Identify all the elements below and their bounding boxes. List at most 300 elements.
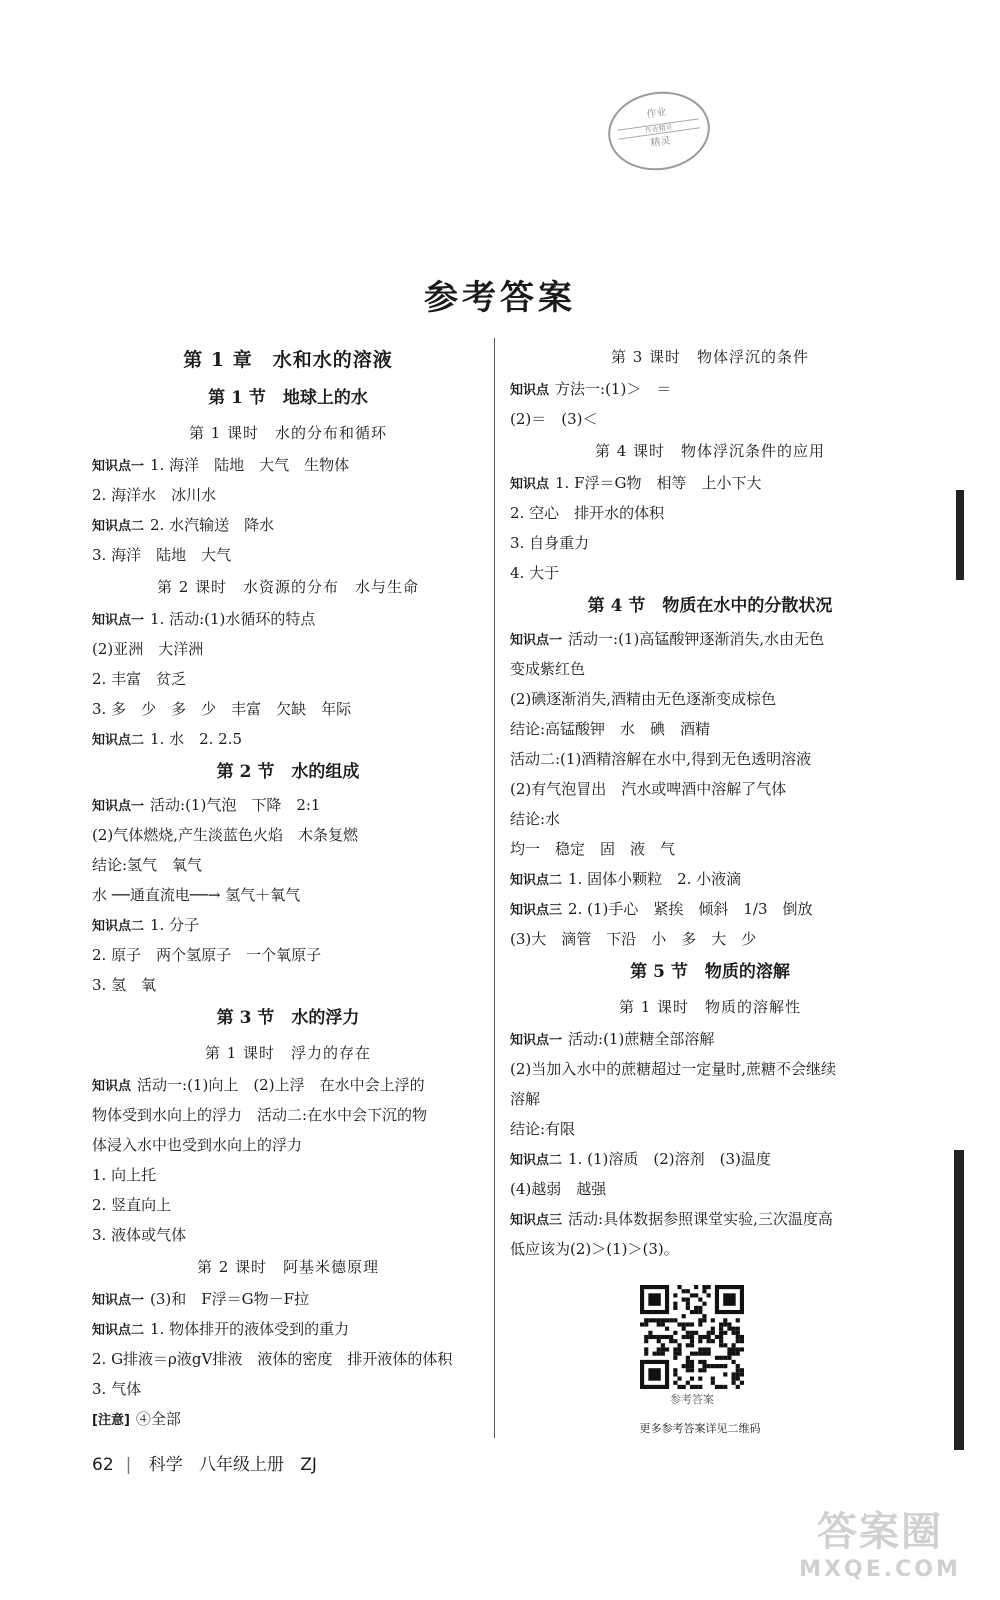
qr-module xyxy=(686,1368,690,1372)
knowledge-point-label: 知识点三 xyxy=(510,1213,563,1228)
qr-module xyxy=(736,1352,740,1356)
qr-label: 参考答案 xyxy=(670,1393,714,1406)
qr-module xyxy=(644,1322,648,1326)
footer-subject: 科学 xyxy=(148,1455,183,1475)
qr-module xyxy=(711,1377,715,1381)
answer-line xyxy=(510,1144,910,1174)
qr-module xyxy=(711,1327,715,1331)
answer-line xyxy=(92,1344,484,1374)
qr-module xyxy=(698,1368,702,1372)
qr-module xyxy=(682,1322,686,1326)
qr-module xyxy=(640,1322,644,1326)
answer-line xyxy=(92,1314,484,1344)
answer-line xyxy=(510,1204,910,1234)
answer-text: 1. F浮＝G物 相等 上小下大 xyxy=(555,474,762,492)
qr-module xyxy=(702,1360,706,1364)
qr-module xyxy=(673,1331,677,1335)
qr-module xyxy=(719,1385,723,1389)
qr-module xyxy=(727,1356,731,1360)
qr-module xyxy=(736,1327,740,1331)
answer-text: 结论:水 xyxy=(510,810,561,828)
answer-text: 体浸入水中也受到水向上的浮力 xyxy=(92,1136,303,1154)
stamp-top-text: 作业 xyxy=(645,106,668,121)
answer-line xyxy=(510,1174,910,1204)
qr-module xyxy=(682,1327,686,1331)
qr-module xyxy=(698,1310,702,1314)
lesson-heading: 第 2 课时 阿基米德原理 xyxy=(196,1258,380,1276)
answer-line xyxy=(92,634,484,664)
qr-module xyxy=(690,1343,694,1347)
answer-line xyxy=(92,910,484,940)
answer-text: 低应该为(2)＞(1)＞(3)。 xyxy=(510,1240,679,1258)
qr-module xyxy=(661,1318,665,1322)
qr-module xyxy=(694,1385,698,1389)
qr-module xyxy=(707,1331,711,1335)
qr-module xyxy=(673,1368,677,1372)
qr-module xyxy=(648,1335,652,1339)
answer-text: 2. 原子 两个氢原子 一个氧原子 xyxy=(92,946,322,964)
qr-module xyxy=(677,1352,681,1356)
qr-module xyxy=(711,1364,715,1368)
answer-line xyxy=(510,374,910,404)
qr-module xyxy=(702,1289,706,1293)
answer-text: 活动一:(1)向上 (2)上浮 在水中会上浮的 xyxy=(137,1076,425,1094)
answer-line xyxy=(510,654,910,684)
qr-module xyxy=(711,1318,715,1322)
qr-module xyxy=(719,1322,723,1326)
answer-text: 2. 竖直向上 xyxy=(92,1196,172,1214)
answer-line xyxy=(92,1100,484,1130)
answer-text: 活动二:(1)酒精溶解在水中,得到无色透明溶液 xyxy=(510,750,812,768)
qr-module xyxy=(669,1339,673,1343)
answer-line xyxy=(92,724,484,754)
qr-module xyxy=(732,1331,736,1335)
qr-module xyxy=(677,1322,681,1326)
qr-module xyxy=(694,1331,698,1335)
qr-module xyxy=(719,1335,723,1339)
qr-module xyxy=(719,1356,723,1360)
qr-module xyxy=(686,1335,690,1339)
qr-module xyxy=(690,1368,694,1372)
answer-line xyxy=(510,1114,910,1144)
qr-module xyxy=(694,1293,698,1297)
qr-module xyxy=(723,1293,735,1305)
qr-module xyxy=(723,1372,727,1376)
answer-text: 方法一:(1)＞ ＝ xyxy=(555,380,672,398)
answer-line xyxy=(92,510,484,540)
qr-module xyxy=(644,1352,648,1356)
answer-line xyxy=(510,1084,910,1114)
knowledge-point-label: 知识点一 xyxy=(92,459,145,474)
qr-module xyxy=(707,1293,711,1297)
qr-module xyxy=(698,1377,702,1381)
answer-text: 1. 固体小颗粒 2. 小液滴 xyxy=(568,870,742,888)
answer-text: 3. 海洋 陆地 大气 xyxy=(92,546,232,564)
answer-text: 3. 多 少 多 少 丰富 欠缺 年际 xyxy=(92,700,352,718)
qr-module xyxy=(711,1381,715,1385)
lesson-heading: 第 2 课时 水资源的分布 水与生命 xyxy=(156,578,420,596)
answer-text: 结论:有限 xyxy=(510,1120,576,1138)
qr-module xyxy=(732,1327,736,1331)
left-answer-column xyxy=(92,340,484,1434)
answer-line xyxy=(510,1024,910,1054)
qr-module xyxy=(673,1356,677,1360)
qr-module xyxy=(652,1335,656,1339)
answer-text: 结论:高锰酸钾 水 碘 酒精 xyxy=(510,720,711,738)
answer-text: 1. 水 2. 2.5 xyxy=(150,730,243,748)
qr-module xyxy=(682,1335,686,1339)
answer-line xyxy=(510,558,910,588)
answer-line xyxy=(510,528,910,558)
qr-module xyxy=(648,1368,660,1380)
qr-module xyxy=(686,1302,690,1306)
answer-text: 2. G排液＝ρ液gV排液 液体的密度 排开液体的体积 xyxy=(92,1350,453,1368)
knowledge-point-label: 知识点二 xyxy=(510,873,563,888)
qr-module xyxy=(682,1314,686,1318)
answer-text: (2)＝ (3)＜ xyxy=(510,410,598,428)
qr-module xyxy=(686,1381,690,1385)
answer-text: (2)亚洲 大洋洲 xyxy=(92,640,204,658)
answer-text: 3. 气体 xyxy=(92,1380,142,1398)
qr-module xyxy=(727,1327,731,1331)
answer-line xyxy=(92,1284,484,1314)
qr-code-block[interactable] xyxy=(636,1285,748,1407)
qr-module xyxy=(711,1331,715,1335)
lesson-heading: 第 4 课时 物体浮沉条件的应用 xyxy=(594,442,826,460)
knowledge-point-label: 知识点 xyxy=(510,477,550,492)
watermark-logo-text: 答案圈 xyxy=(817,1509,943,1555)
qr-module xyxy=(719,1331,723,1335)
qr-module xyxy=(698,1339,702,1343)
qr-module xyxy=(736,1318,740,1322)
qr-module xyxy=(690,1377,694,1381)
knowledge-point-label: 知识点一 xyxy=(92,799,145,814)
qr-module xyxy=(732,1352,736,1356)
qr-module xyxy=(673,1372,677,1376)
answer-line xyxy=(92,1160,484,1190)
qr-module xyxy=(682,1385,686,1389)
qr-module xyxy=(698,1352,702,1356)
qr-module xyxy=(702,1352,706,1356)
answer-text: 1. 物体排开的液体受到的重力 xyxy=(150,1320,350,1338)
qr-module xyxy=(648,1318,652,1322)
qr-module xyxy=(661,1347,665,1351)
qr-module xyxy=(690,1364,694,1368)
qr-module xyxy=(702,1302,706,1306)
qr-module xyxy=(715,1356,719,1360)
answer-line xyxy=(92,664,484,694)
qr-module xyxy=(740,1381,744,1385)
homework-elf-stamp xyxy=(603,85,715,176)
answer-text: 1. 海洋 陆地 大气 生物体 xyxy=(150,456,350,474)
qr-module xyxy=(707,1285,711,1289)
qr-module xyxy=(673,1306,677,1310)
answer-text: 1. (1)溶质 (2)溶剂 (3)温度 xyxy=(568,1150,771,1168)
qr-module xyxy=(686,1356,690,1360)
qr-module xyxy=(711,1339,715,1343)
answer-line xyxy=(92,880,484,910)
qr-module xyxy=(657,1335,661,1339)
qr-module xyxy=(690,1335,694,1339)
answer-text: 2. 海洋水 冰川水 xyxy=(92,486,217,504)
qr-module xyxy=(702,1314,706,1318)
answer-line xyxy=(92,790,484,820)
qr-module xyxy=(736,1335,740,1339)
answer-text: 物体受到水向上的浮力 活动二:在水中会下沉的物 xyxy=(92,1106,428,1124)
answer-text: 3. 自身重力 xyxy=(510,534,590,552)
qr-module xyxy=(707,1347,711,1351)
watermark-domain: MXQE.COM xyxy=(799,1557,961,1582)
knowledge-point-label: 知识点二 xyxy=(92,1323,145,1338)
qr-module xyxy=(702,1368,706,1372)
answer-text: (2)当加入水中的蔗糖超过一定量时,蔗糖不会继续 xyxy=(510,1060,837,1078)
qr-module xyxy=(736,1372,740,1376)
qr-module xyxy=(677,1385,681,1389)
qr-module xyxy=(657,1322,661,1326)
qr-module xyxy=(657,1352,661,1356)
footer-edition: ZJ xyxy=(300,1455,317,1475)
qr-module xyxy=(723,1364,727,1368)
qr-module xyxy=(682,1364,686,1368)
qr-module xyxy=(702,1335,706,1339)
qr-module xyxy=(644,1335,648,1339)
page-number: 62 xyxy=(92,1455,114,1475)
answer-line xyxy=(92,480,484,510)
answer-line xyxy=(510,774,910,804)
qr-module xyxy=(694,1310,698,1314)
qr-module xyxy=(723,1356,727,1360)
qr-module xyxy=(661,1335,665,1339)
qr-module xyxy=(736,1368,740,1372)
qr-module xyxy=(669,1335,673,1339)
right-answer-column xyxy=(510,340,910,1264)
answer-text: 活动一:(1)高锰酸钾逐渐消失,水由无色 xyxy=(568,630,825,648)
qr-module xyxy=(673,1339,677,1343)
qr-module xyxy=(644,1347,648,1351)
qr-module xyxy=(690,1360,694,1364)
qr-module xyxy=(727,1352,731,1356)
qr-module xyxy=(648,1331,652,1335)
qr-module xyxy=(698,1306,702,1310)
answer-line xyxy=(510,714,910,744)
qr-module xyxy=(661,1343,665,1347)
qr-module xyxy=(707,1352,711,1356)
qr-module xyxy=(719,1327,723,1331)
answer-text: 1. 分子 xyxy=(150,916,200,934)
answer-line xyxy=(510,894,910,924)
answer-line xyxy=(92,694,484,724)
answer-line xyxy=(510,624,910,654)
qr-module xyxy=(698,1322,702,1326)
scan-edge-mark xyxy=(956,490,964,580)
qr-module xyxy=(690,1310,694,1314)
qr-module xyxy=(644,1339,648,1343)
answer-text: (4)越弱 越强 xyxy=(510,1180,607,1198)
qr-module xyxy=(719,1364,723,1368)
qr-module xyxy=(686,1360,690,1364)
answer-text: 3. 液体或气体 xyxy=(92,1226,187,1244)
answer-line xyxy=(510,834,910,864)
footer-grade: 八年级上册 xyxy=(199,1455,284,1475)
qr-module xyxy=(669,1318,673,1322)
qr-module xyxy=(677,1347,681,1351)
qr-module xyxy=(673,1302,677,1306)
qr-module xyxy=(673,1293,677,1297)
qr-module xyxy=(665,1335,669,1339)
qr-module xyxy=(715,1335,719,1339)
answer-line xyxy=(510,744,910,774)
knowledge-point-label: 知识点二 xyxy=(92,919,145,934)
answer-text: (2)有气泡冒出 汽水或啤酒中溶解了气体 xyxy=(510,780,787,798)
answer-line xyxy=(510,1054,910,1084)
answer-line xyxy=(510,684,910,714)
qr-module xyxy=(740,1372,744,1376)
qr-module xyxy=(673,1347,677,1351)
knowledge-point-label: 知识点一 xyxy=(510,633,563,648)
qr-module xyxy=(702,1285,706,1289)
qr-module xyxy=(690,1293,694,1297)
knowledge-point-label: [注意] xyxy=(92,1413,130,1428)
qr-module xyxy=(715,1364,719,1368)
column-divider xyxy=(494,338,495,1438)
knowledge-point-label: 知识点 xyxy=(92,1079,132,1094)
answer-line xyxy=(510,468,910,498)
qr-module xyxy=(698,1318,702,1322)
qr-module xyxy=(694,1306,698,1310)
section-heading: 第 3 节 水的浮力 xyxy=(216,1008,360,1028)
answer-text: 活动:具体数据参照课堂实验,三次温度高 xyxy=(568,1210,833,1228)
answer-text: ④全部 xyxy=(135,1410,181,1428)
answer-text: 1. 活动:(1)水循环的特点 xyxy=(150,610,316,628)
knowledge-point-label: 知识点二 xyxy=(510,1153,563,1168)
lesson-heading: 第 1 课时 物质的溶解性 xyxy=(618,998,802,1016)
qr-module xyxy=(732,1347,736,1351)
qr-module xyxy=(719,1339,723,1343)
answer-line xyxy=(92,604,484,634)
answer-line xyxy=(92,540,484,570)
scan-edge-mark xyxy=(954,1150,964,1450)
qr-module xyxy=(698,1360,702,1364)
qr-module xyxy=(686,1306,690,1310)
qr-module xyxy=(698,1297,702,1301)
qr-module xyxy=(686,1331,690,1335)
qr-module xyxy=(690,1352,694,1356)
answer-line xyxy=(510,924,910,954)
qr-module xyxy=(698,1385,702,1389)
qr-module xyxy=(690,1385,694,1389)
qr-module xyxy=(732,1360,736,1364)
qr-module xyxy=(673,1318,677,1322)
qr-module xyxy=(727,1347,731,1351)
qr-module xyxy=(665,1327,669,1331)
qr-module xyxy=(732,1377,736,1381)
page-title: 参考答案 xyxy=(424,278,576,318)
qr-code-icon[interactable] xyxy=(640,1285,744,1389)
answer-text: 3. 氢 氧 xyxy=(92,976,157,994)
answer-text: 变成紫红色 xyxy=(510,660,586,678)
qr-module xyxy=(682,1289,686,1293)
answer-text: (2)气体燃烧,产生淡蓝色火焰 木条复燃 xyxy=(92,826,359,844)
qr-module xyxy=(686,1364,690,1368)
lesson-heading: 第 1 课时 浮力的存在 xyxy=(204,1044,372,1062)
answer-line xyxy=(92,850,484,880)
lesson-heading: 第 3 课时 物体浮沉的条件 xyxy=(610,348,810,366)
section-heading: 第 1 节 地球上的水 xyxy=(208,388,368,408)
qr-module xyxy=(657,1318,661,1322)
qr-module xyxy=(690,1331,694,1335)
answer-line xyxy=(92,1190,484,1220)
qr-module xyxy=(702,1347,706,1351)
answer-line xyxy=(92,1220,484,1250)
answer-text: (3)和 F浮＝G物－F拉 xyxy=(150,1290,310,1308)
section-heading: 第 5 节 物质的溶解 xyxy=(630,962,790,982)
qr-module xyxy=(652,1352,656,1356)
site-watermark xyxy=(782,1500,978,1582)
qr-module xyxy=(694,1352,698,1356)
qr-module xyxy=(736,1347,740,1351)
qr-module xyxy=(732,1381,736,1385)
answer-text: 2. 丰富 贫乏 xyxy=(92,670,187,688)
qr-module xyxy=(686,1297,690,1301)
qr-module xyxy=(736,1339,740,1343)
answer-text: 活动:(1)蔗糖全部溶解 xyxy=(568,1030,715,1048)
answer-text: 水 ──通直流电──→ 氢气＋氧气 xyxy=(92,886,301,904)
qr-module xyxy=(690,1322,694,1326)
answer-line xyxy=(510,404,910,434)
answer-text: 溶解 xyxy=(510,1090,541,1108)
qr-module xyxy=(698,1347,702,1351)
qr-module xyxy=(644,1318,648,1322)
qr-module xyxy=(736,1377,740,1381)
qr-module xyxy=(740,1347,744,1351)
qr-module xyxy=(707,1339,711,1343)
qr-module xyxy=(686,1289,690,1293)
stamp-middle-text: 作业精灵 xyxy=(617,118,700,140)
knowledge-point-label: 知识点一 xyxy=(92,1293,145,1308)
qr-module xyxy=(682,1297,686,1301)
answer-text: 2. 水汽输送 降水 xyxy=(150,516,275,534)
qr-module xyxy=(702,1364,706,1368)
qr-module xyxy=(723,1318,727,1322)
answer-text: 均一 稳定 固 液 气 xyxy=(510,840,676,858)
qr-module xyxy=(727,1322,731,1326)
qr-module xyxy=(657,1339,661,1343)
qr-module xyxy=(736,1331,740,1335)
answer-line xyxy=(92,1404,484,1434)
qr-module xyxy=(723,1343,727,1347)
answer-text: (2)碘逐渐消失,酒精由无色逐渐变成棕色 xyxy=(510,690,777,708)
qr-module xyxy=(736,1364,740,1368)
qr-module xyxy=(677,1285,681,1289)
qr-module xyxy=(736,1385,740,1389)
qr-module xyxy=(677,1343,681,1347)
answer-line xyxy=(92,450,484,480)
qr-module xyxy=(707,1364,711,1368)
stamp-bottom-text: 精灵 xyxy=(649,135,672,150)
answer-text: 2. 空心 排开水的体积 xyxy=(510,504,665,522)
answer-line xyxy=(92,1130,484,1160)
qr-module xyxy=(665,1347,669,1351)
qr-module xyxy=(732,1372,736,1376)
qr-module xyxy=(723,1385,727,1389)
page-footer: 62 | 科学 八年级上册 ZJ xyxy=(92,1455,317,1475)
qr-module xyxy=(673,1381,677,1385)
qr-module xyxy=(707,1335,711,1339)
answer-text: 4. 大于 xyxy=(510,564,560,582)
qr-module xyxy=(661,1352,665,1356)
answer-text: 1. 向上托 xyxy=(92,1166,157,1184)
qr-module xyxy=(686,1343,690,1347)
